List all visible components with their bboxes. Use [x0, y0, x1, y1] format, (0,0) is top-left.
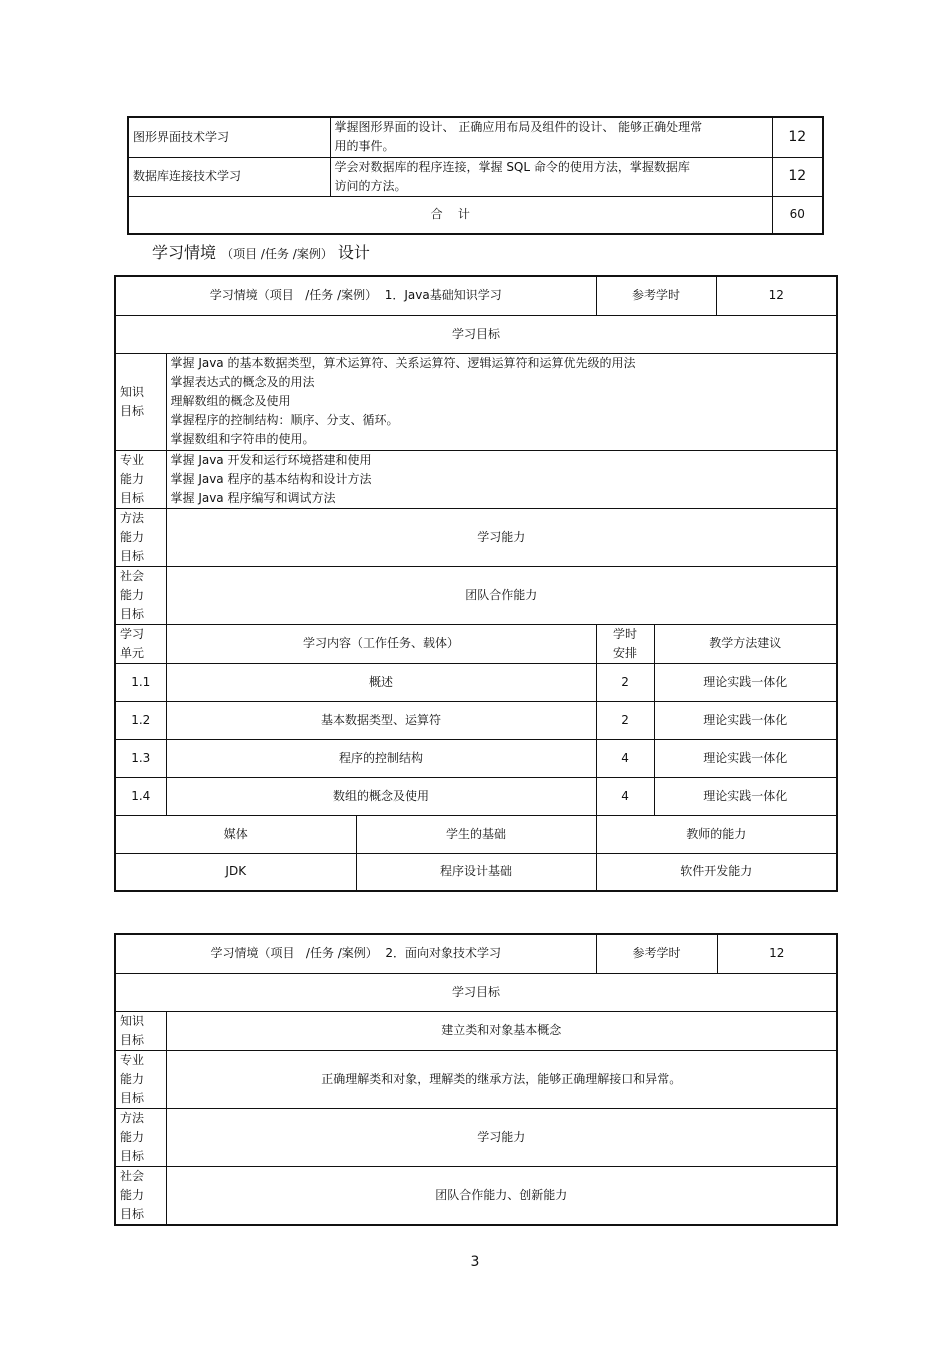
situation-title: 学习情境（项目 /任务 /案例） 2．面向对象技术学习 [115, 934, 596, 973]
social-goal-text: 团队合作能力 [166, 566, 837, 624]
course-name: 数据库连接技术学习 [128, 157, 330, 196]
table-row [115, 1108, 837, 1166]
table-row [115, 276, 837, 315]
table-row [115, 508, 837, 566]
list-item: 掌握 Java 程序的基本结构和设计方法 [170, 471, 372, 486]
ref-hours-label: 参考学时 [596, 276, 716, 315]
table-row [128, 157, 823, 196]
unit-id: 1.4 [115, 777, 166, 815]
summary-table [127, 116, 824, 235]
total-hours: 60 [772, 196, 823, 234]
professional-goal-text: 正确理解类和对象，理解类的继承方法，能够正确理解接口和异常。 [166, 1050, 837, 1108]
professional-goal-label: 专业 能力 目标 [115, 450, 166, 508]
unit-content: 基本数据类型、运算符 [166, 701, 596, 739]
table-row [115, 1011, 837, 1050]
table-row [115, 701, 837, 739]
list-item: 掌握程序的控制结构：顺序、分支、循环。 [170, 412, 399, 427]
course-description: 掌握图形界面的设计、 正确应用布局及组件的设计、 能够正确处理常 用的事件。 [330, 117, 772, 157]
unit-method: 理论实践一体化 [654, 739, 837, 777]
professional-goal-label: 专业 能力 目标 [115, 1050, 166, 1108]
unit-hours: 2 [596, 663, 654, 701]
list-item: 掌握表达式的概念及的用法 [170, 374, 315, 389]
ref-hours-value: 12 [716, 276, 837, 315]
table-row [115, 315, 837, 353]
course-description: 学会对数据库的程序连接，掌握 SQL 命令的使用方法，掌握数据库 访问的方法。 [330, 157, 772, 196]
ref-hours-label: 参考学时 [596, 934, 717, 973]
student-basis-header: 学生的基础 [356, 815, 596, 853]
table-row [115, 663, 837, 701]
list-item: 理解数组的概念及使用 [170, 393, 291, 408]
list-item: 掌握 Java 开发和运行环境搭建和使用 [170, 452, 372, 467]
method-column-header: 教学方法建议 [654, 624, 837, 663]
course-name: 图形界面技术学习 [128, 117, 330, 157]
unit-header-row [115, 624, 837, 663]
unit-id: 1.1 [115, 663, 166, 701]
unit-hours: 4 [596, 777, 654, 815]
unit-content: 数组的概念及使用 [166, 777, 596, 815]
list-item: 掌握 Java 程序编写和调试方法 [170, 490, 336, 505]
unit-hours: 2 [596, 701, 654, 739]
resources-header-row [115, 815, 837, 853]
method-goal-text: 学习能力 [166, 1108, 837, 1166]
knowledge-goal-list [166, 353, 837, 450]
table-row [115, 973, 837, 1011]
professional-goal-list [166, 450, 837, 508]
table-row [128, 117, 823, 157]
total-row [128, 196, 823, 234]
social-goal-label: 社会 能力 目标 [115, 1166, 166, 1225]
table-row [115, 934, 837, 973]
course-hours: 12 [772, 157, 823, 196]
table-row [115, 353, 837, 450]
table-row [115, 1166, 837, 1225]
situation-2-table [114, 933, 838, 1226]
student-basis-value: 程序设计基础 [356, 853, 596, 891]
situation-title: 学习情境（项目 /任务 /案例） 1．Java基础知识学习 [115, 276, 596, 315]
unit-method: 理论实践一体化 [654, 663, 837, 701]
ref-hours-value: 12 [717, 934, 837, 973]
unit-method: 理论实践一体化 [654, 777, 837, 815]
hours-column-header: 学时 安排 [596, 624, 654, 663]
unit-content: 程序的控制结构 [166, 739, 596, 777]
goals-heading: 学习目标 [115, 973, 837, 1011]
total-label: 合 计 [128, 196, 772, 234]
page-number: 3 [470, 1254, 480, 1270]
method-goal-text: 学习能力 [166, 508, 837, 566]
table-row [115, 566, 837, 624]
table-row [115, 1050, 837, 1108]
unit-id: 1.2 [115, 701, 166, 739]
knowledge-goal-label: 知识 目标 [115, 1011, 166, 1050]
resources-row [115, 853, 837, 891]
unit-column-header: 学习 单元 [115, 624, 166, 663]
section-heading: 学习情境 （项目 /任务 /案例） 设计 [152, 243, 370, 262]
table-row [115, 777, 837, 815]
teacher-ability-header: 教师的能力 [596, 815, 837, 853]
unit-content: 概述 [166, 663, 596, 701]
list-item: 掌握数组和字符串的使用。 [170, 431, 315, 446]
unit-id: 1.3 [115, 739, 166, 777]
media-value: JDK [115, 853, 356, 891]
table-row [115, 450, 837, 508]
knowledge-goal-label: 知识 目标 [115, 353, 166, 450]
teacher-ability-value: 软件开发能力 [596, 853, 837, 891]
table-row [115, 739, 837, 777]
knowledge-goal-text: 建立类和对象基本概念 [166, 1011, 837, 1050]
course-hours: 12 [772, 117, 823, 157]
unit-method: 理论实践一体化 [654, 701, 837, 739]
list-item: 掌握 Java 的基本数据类型，算术运算符、关系运算符、逻辑运算符和运算优先级的用法 [170, 355, 636, 370]
social-goal-text: 团队合作能力、创新能力 [166, 1166, 837, 1225]
social-goal-label: 社会 能力 目标 [115, 566, 166, 624]
media-header: 媒体 [115, 815, 356, 853]
content-column-header: 学习内容（工作任务、载体） [166, 624, 596, 663]
goals-heading: 学习目标 [115, 315, 837, 353]
unit-hours: 4 [596, 739, 654, 777]
method-goal-label: 方法 能力 目标 [115, 1108, 166, 1166]
situation-1-table [114, 275, 838, 892]
method-goal-label: 方法 能力 目标 [115, 508, 166, 566]
